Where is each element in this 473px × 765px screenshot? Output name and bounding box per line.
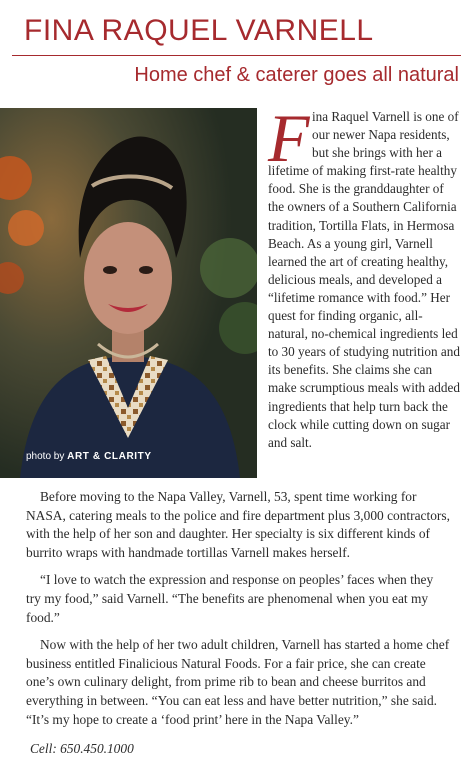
photo-credit [26, 451, 152, 462]
article-subhead: Home chef & caterer goes all natural [134, 64, 459, 86]
portrait-illustration [0, 108, 257, 478]
body-paragraph-1: Before moving to the Napa Valley, Varnell, 53, spent time working for NASA, catering meals to the police and fire department plus 3,000 contractors, with the help of her son and daughter. Her specialty is six different kinds of burrito wraps with handmade tortillas Varnell makes herself. [26, 489, 450, 560]
intro-paragraph: ina Raquel Varnell is one of our newer Napa residents, but she brings with her a lifetime of making first-rate healthy food. She is the granddaughter of the owners of a Southern California tradition, Tortilla Flats, in Hermosa Beach. As a young girl, Varnell learned the art of creating healthy, delicious meals, and developed a “lifetime romance with food.” Her quest for finding organic, all-natural, no-chemical ingredients led to 30 years of studying nutrition and its benefits. She claims she can make scrumptious meals with added ingredients that help turn back the clock while cutting down on sugar and salt. [268, 109, 460, 450]
body-paragraph-3: Now with the help of her two adult children, Varnell has started a home chef business entitled Finalicious Natural Foods. For a fair price, she can create one’s own culinary delight, from prime rib to bean and cheese burritos and everything in between. “You can eat less and have better nutrition,” she said. “It’s my hope to create a ‘food print’ here in the Napa Valley.” [26, 637, 450, 727]
photo-credit-brand: ART & CLARITY [67, 451, 152, 462]
article-headline: FINA RAQUEL VARNELL [24, 14, 374, 47]
headline-rule [12, 55, 461, 56]
photo-credit-prefix: photo by [26, 451, 65, 462]
intro-column [268, 100, 460, 452]
contact-phone: Cell: 650.450.1000 [30, 741, 134, 756]
drop-cap: F [268, 100, 310, 176]
article-body [26, 488, 451, 738]
body-paragraph-2: “I love to watch the expression and response on peoples’ faces when they try my food,” said Varnell. “The benefits are phenomenal when you eat my food.” [26, 572, 434, 625]
portrait-photo [0, 108, 257, 478]
